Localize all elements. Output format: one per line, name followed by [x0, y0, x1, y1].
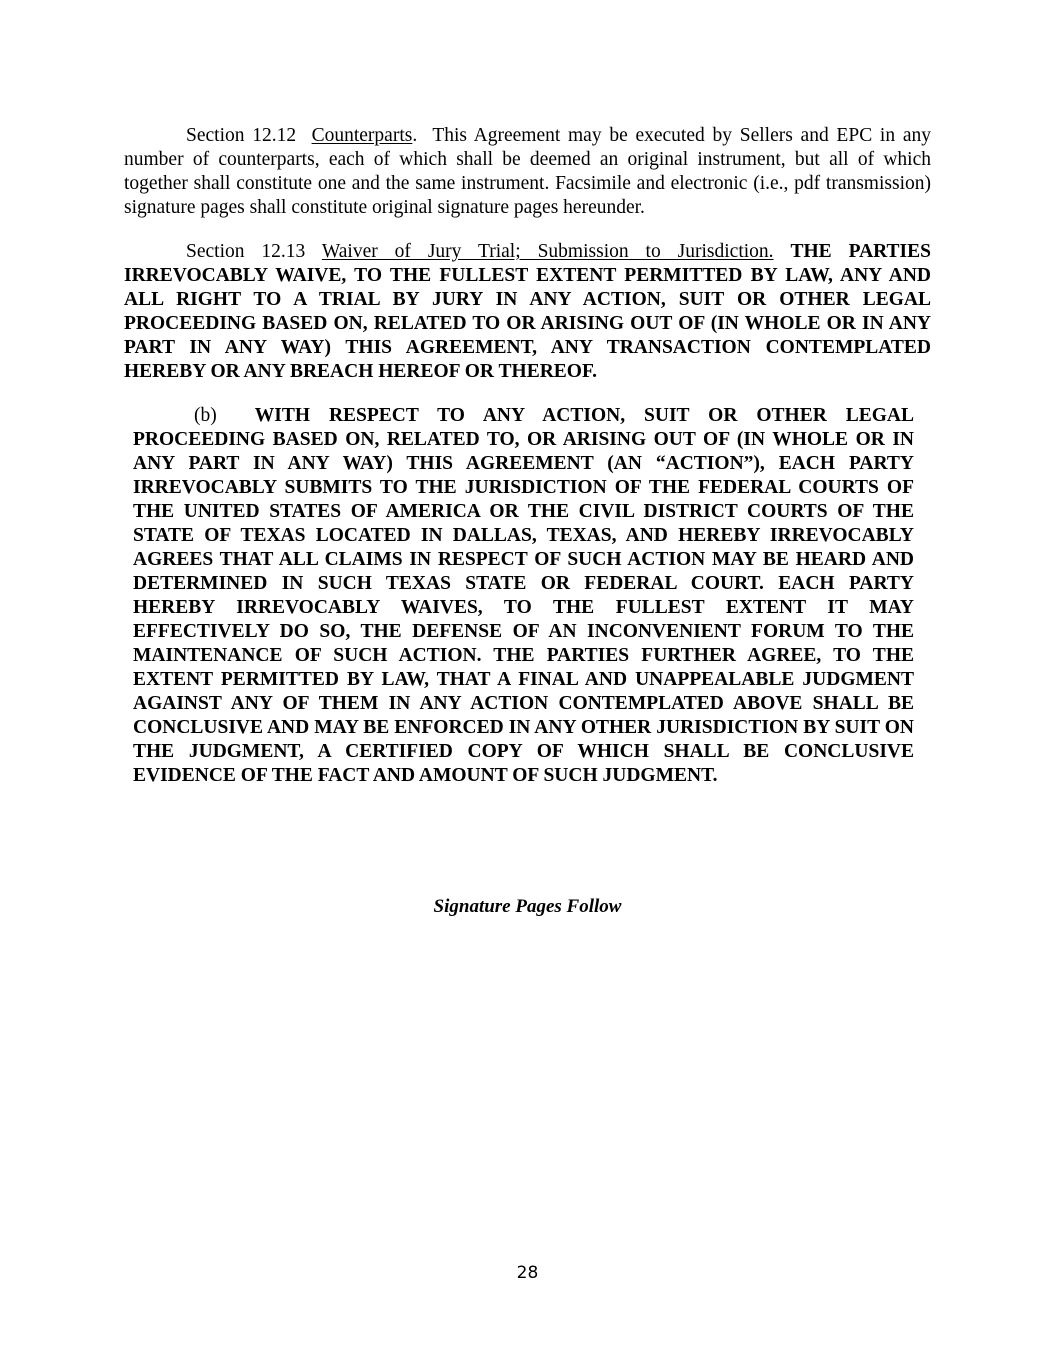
section-12-12-heading: Counterparts	[311, 125, 413, 146]
section-12-13-paragraph	[124, 240, 931, 384]
section-12-12-heading-punct: .	[412, 125, 418, 146]
signature-pages-note: Signature Pages Follow	[433, 896, 622, 917]
subsection-b-body: WITH RESPECT TO ANY ACTION, SUIT OR OTHER LEGAL PROCEEDING BASED ON, RELATED TO, OR ARISING OUT OF (IN WHOLE OR IN ANY PART IN ANY WAY) THIS AGREEMENT (AN “ACTION”), EACH PARTY IRREVOCABLY SUBMITS TO THE JURISDICTION OF THE FEDERAL COURTS OF THE UNITED STATES OF AMERICA OR THE CIVIL DISTRICT COURTS OF THE STATE OF TEXAS LOCATED IN DALLAS, TEXAS, AND HEREBY IRREVOCABLY AGREES THAT ALL CLAIMS IN RESPECT OF SUCH ACTION MAY BE HEARD AND DETERMINED IN SUCH TEXAS STATE OR FEDERAL COURT. EACH PARTY HEREBY IRREVOCABLY WAIVES, TO THE FULLEST EXTENT IT MAY EFFECTIVELY DO SO, THE DEFENSE OF AN INCONVENIENT FORUM TO THE MAINTENANCE OF SUCH ACTION. THE PARTIES FURTHER AGREE, TO THE EXTENT PERMITTED BY LAW, THAT A FINAL AND UNAPPEALABLE JUDGMENT AGAINST ANY OF THEM IN ANY ACTION CONTEMPLATED ABOVE SHALL BE CONCLUSIVE AND MAY BE ENFORCED IN ANY OTHER JURISDICTION BY SUIT ON THE JUDGMENT, A CERTIFIED COPY OF WHICH SHALL BE CONCLUSIVE EVIDENCE OF THE FACT AND AMOUNT OF SUCH JUDGMENT.	[133, 405, 914, 786]
section-12-13-body: THE PARTIES IRREVOCABLY WAIVE, TO THE FULLEST EXTENT PERMITTED BY LAW, ANY AND ALL RIGHT TO A TRIAL BY JURY IN ANY ACTION, SUIT OR OTHER LEGAL PROCEEDING BASED ON, RELATED TO OR ARISING OUT OF (IN WHOLE OR IN ANY PART IN ANY WAY) THIS AGREEMENT, ANY TRANSACTION CONTEMPLATED HEREBY OR ANY BREACH HEREOF OR THEREOF.	[124, 241, 931, 382]
section-12-12-body: This Agreement may be executed by Sellers and EPC in any number of counterparts, each of which shall be deemed an original instrument, but all of which together shall constitute one and the same instrument. Facsimile and electronic (i.e., pdf transmission) signature pages shall constitute original signature pages hereunder.	[124, 125, 931, 218]
page-number: 28	[516, 1263, 539, 1283]
subsection-b-label: (b)	[194, 405, 217, 426]
subsection-b-paragraph	[133, 404, 914, 788]
section-12-13-heading: Waiver of Jury Trial; Submission to Jurisdiction.	[321, 241, 774, 262]
section-12-12-number: Section 12.12	[186, 125, 297, 146]
section-12-13-number: Section 12.13	[186, 241, 306, 262]
section-12-12-paragraph	[124, 124, 931, 220]
